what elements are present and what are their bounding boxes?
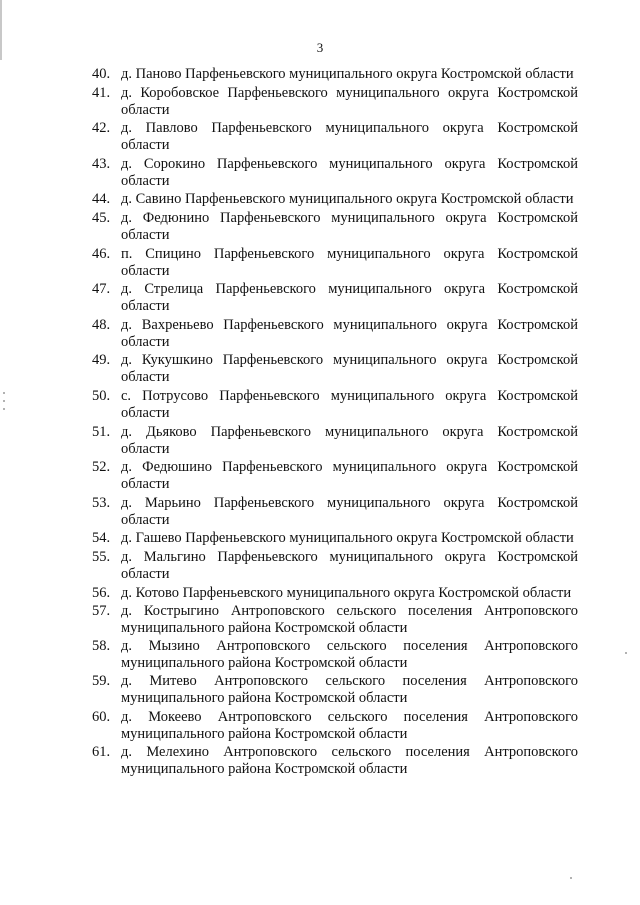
list-item	[92, 210, 578, 244]
settlement-list	[92, 66, 578, 779]
item-text: д. Гашево Парфеньевского муниципального округа Костромской области	[121, 530, 574, 547]
list-item	[92, 495, 578, 529]
list-item	[92, 424, 578, 458]
list-item	[92, 317, 578, 351]
item-text: д. Коробовское Парфеньевского муниципального округа Костромской области	[121, 84, 578, 118]
item-text: д. Кострыгино Антроповского сельского поселения Антроповского муниципального района Костромской области	[121, 603, 578, 637]
item-text: д. Федюшино Парфеньевского муниципального округа Костромской области	[121, 459, 578, 493]
page-number: 3	[316, 40, 324, 55]
list-item	[92, 530, 578, 547]
scan-speck	[3, 392, 5, 394]
item-text: д. Мальгино Парфеньевского муниципального округа Костромской области	[121, 548, 578, 582]
item-number: 51.	[92, 423, 111, 440]
list-item	[92, 709, 578, 743]
item-number: 52.	[92, 459, 111, 476]
item-text: с. Потрусово Парфеньевского муниципального округа Костромской области	[121, 387, 578, 421]
list-item	[92, 585, 578, 602]
item-number: 55.	[92, 548, 111, 565]
item-number: 45.	[92, 209, 111, 226]
item-text: д. Савино Парфеньевского муниципального округа Костромской области	[121, 191, 574, 208]
item-number: 56.	[92, 584, 111, 601]
list-item	[92, 191, 578, 208]
scan-speck	[625, 652, 627, 654]
list-item	[92, 85, 578, 119]
item-number: 53.	[92, 494, 111, 511]
item-number: 43.	[92, 155, 111, 172]
item-number: 46.	[92, 245, 111, 262]
list-item	[92, 281, 578, 315]
item-number: 57.	[92, 603, 111, 620]
item-number: 48.	[92, 316, 111, 333]
item-number: 59.	[92, 673, 111, 690]
item-number: 42.	[92, 120, 111, 137]
item-text: д. Марьино Парфеньевского муниципального округа Костромской области	[121, 494, 578, 528]
item-number: 60.	[92, 708, 111, 725]
item-text: д. Паново Парфеньевского муниципального округа Костромской области	[121, 66, 574, 82]
list-item	[92, 603, 578, 637]
list-item	[92, 66, 578, 83]
scan-speck	[3, 400, 5, 402]
item-text: д. Мелехино Антроповского сельского поселения Антроповского муниципального района Костромской области	[121, 743, 578, 777]
item-text: д. Мокеево Антроповского сельского поселения Антроповского муниципального района Костромской области	[121, 708, 578, 742]
item-text: д. Сорокино Парфеньевского муниципального округа Костромской области	[121, 155, 578, 189]
list-item	[92, 352, 578, 386]
item-text: д. Вахреньево Парфеньевского муниципального округа Костромской области	[121, 316, 578, 350]
list-item	[92, 744, 578, 778]
item-number: 50.	[92, 387, 111, 404]
scan-speck	[3, 408, 5, 410]
list-item	[92, 388, 578, 422]
list-item	[92, 549, 578, 583]
scan-speck	[570, 877, 572, 879]
item-text: д. Митево Антроповского сельского поселения Антроповского муниципального района Костромской области	[121, 673, 578, 707]
item-number: 49.	[92, 352, 111, 369]
list-item	[92, 459, 578, 493]
item-number: 47.	[92, 281, 111, 298]
item-text: д. Павлово Парфеньевского муниципального округа Костромской области	[121, 120, 578, 154]
item-number: 61.	[92, 743, 111, 760]
item-number: 58.	[92, 638, 111, 655]
item-text: п. Спицино Парфеньевского муниципального округа Костромской области	[121, 245, 578, 279]
item-text: д. Мызино Антроповского сельского поселения Антроповского муниципального района Костромской области	[121, 638, 578, 672]
item-number: 54.	[92, 530, 111, 547]
list-item	[92, 246, 578, 280]
item-number: 40.	[92, 66, 111, 82]
list-item	[92, 156, 578, 190]
item-text: д. Дьяково Парфеньевского муниципального округа Костромской области	[121, 423, 578, 457]
list-item	[92, 120, 578, 154]
item-text: д. Кукушкино Парфеньевского муниципального округа Костромской области	[121, 352, 578, 386]
list-item	[92, 673, 578, 707]
item-number: 44.	[92, 191, 111, 208]
list-item	[92, 638, 578, 672]
item-text: д. Стрелица Парфеньевского муниципального округа Костромской области	[121, 281, 578, 315]
item-text: д. Федюнино Парфеньевского муниципального округа Костромской области	[121, 209, 578, 243]
item-number: 41.	[92, 84, 111, 101]
item-text: д. Котово Парфеньевского муниципального округа Костромской области	[121, 584, 572, 601]
